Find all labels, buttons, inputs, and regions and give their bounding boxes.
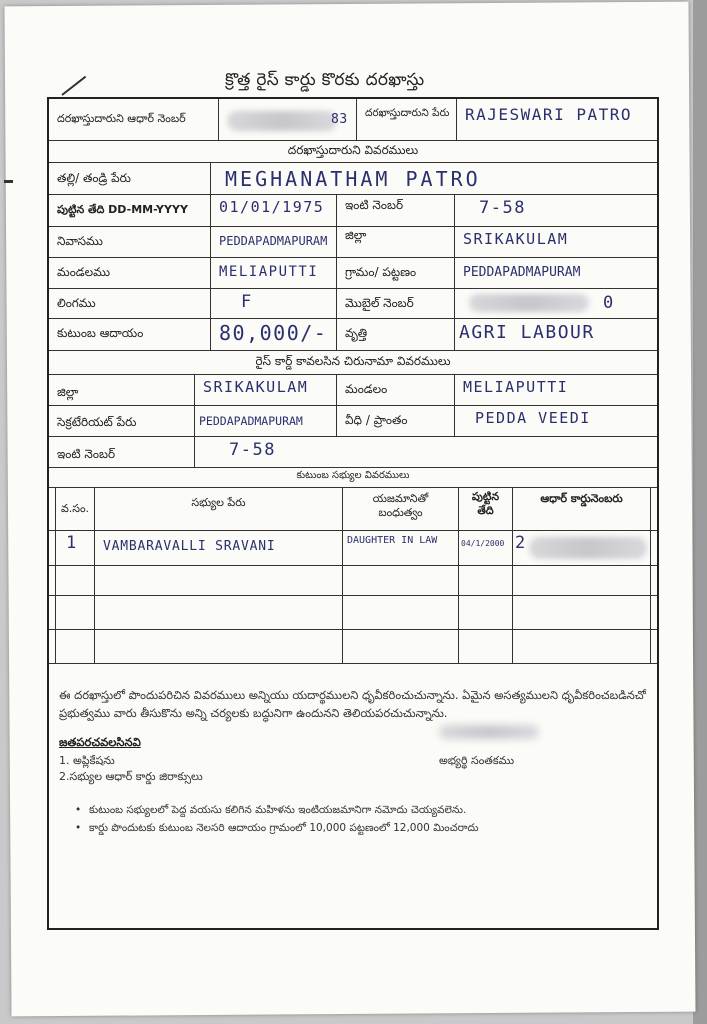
form-title: క్రొత్త రైస్ కార్డు కొరకు దరఖాస్తు xyxy=(225,70,425,90)
attachment-item: 1. అప్లికేషను xyxy=(59,754,115,767)
dob-label: పుట్టిన తేది DD-MM-YYYY xyxy=(57,203,188,216)
members-table-header xyxy=(49,487,657,531)
addr-district-label: జిల్లా xyxy=(57,385,79,399)
col-dob: పుట్టిన తేది xyxy=(471,490,500,517)
addr-mandal-value: MELIAPUTTI xyxy=(463,378,569,396)
table-row xyxy=(49,529,657,566)
street-label: వీధి / ప్రాంతం xyxy=(345,413,408,427)
note-item: • కుటుంబ సభ్యులలో పెద్ద వయసు కలిగిన మహిళను ఇంటియజమానిగా నమోదు చెయ్యవలెను. xyxy=(89,804,466,819)
mobile-tail: 0 xyxy=(603,293,615,313)
redacted-mobile xyxy=(469,294,589,312)
applicant-row xyxy=(49,99,657,141)
member-dob: 04/1/2000 xyxy=(461,539,505,548)
member-name: VAMBARAVALLI SRAVANI xyxy=(103,539,276,554)
parent-value: MEGHANATHAM PATRO xyxy=(225,167,481,191)
note-item: • కార్డు పొందుటకు కుటుంబ నెలసరి ఆదాయం గ్రామంలో 10,000 పట్టణంలో 12,000 మించరాదు xyxy=(89,822,479,837)
applicant-name-value: RAJESWARI PATRO xyxy=(465,105,632,124)
scan-edge xyxy=(693,0,707,1024)
addr-mandal-label: మండలం xyxy=(345,382,388,396)
member-aadhaar-cell xyxy=(513,529,651,565)
redacted-signature xyxy=(439,725,539,739)
secretariat-label: సెక్రటేరియట్ పేరు xyxy=(57,415,137,429)
addr-house-label: ఇంటి నెంబర్ xyxy=(57,447,116,461)
redacted-aadhaar xyxy=(227,111,337,131)
aadhaar-value-cell xyxy=(219,99,357,140)
declaration-text: ఈ దరఖాస్తులో పొందుపరిచిన వివరములు అన్నియు యదార్థములని ధృవీకరించుచున్నాను. ఏమైన అసత్యములని ధృవీకరించబడినచో ప్రభుత్వము వారు తీసుకొను అన్ని చర్యలకు బద్ధునిగా ఉందునని తెలియపరచుచున్నాను. xyxy=(59,688,646,720)
gender-label: లింగము xyxy=(57,296,96,310)
mandal-value: MELIAPUTTI xyxy=(219,264,319,280)
gender-value: F xyxy=(241,292,253,312)
aadhaar-label: దరఖాస్తుదారుని ఆధార్ నెంబర్ xyxy=(57,112,186,125)
col-relation: యజమానితో బంధుత్వం xyxy=(372,492,429,519)
district-value: SRIKAKULAM xyxy=(463,230,569,248)
attachments-heading: జతపరచవలసినవి xyxy=(59,735,141,749)
col-member-name: సభ్యుల పేరు xyxy=(191,496,246,509)
mandal-label: మండలము xyxy=(57,265,111,279)
members-heading: కుటుంబ సభ్యుల వివరములు xyxy=(296,470,410,481)
street-value: PEDDA VEEDI xyxy=(475,409,591,427)
occupation-value: AGRI LABOUR xyxy=(459,322,595,343)
table-row xyxy=(49,629,657,664)
col-aadhaar: ఆధార్ కార్డునెంబరు xyxy=(540,492,623,505)
residence-value: PEDDAPADMAPURAM xyxy=(219,234,328,248)
dob-value: 01/01/1975 xyxy=(219,198,325,216)
applicant-name-label: దరఖాస్తుదారుని పేరు xyxy=(365,107,450,119)
occupation-label: వృత్తి xyxy=(345,326,368,340)
attachment-item: 2.సభ్యుల ఆధార్ కార్డు జిరాక్సులు xyxy=(59,770,203,783)
village-label: గ్రామం/ పట్టణం xyxy=(345,265,417,279)
member-sno: 1 xyxy=(66,533,78,553)
address-heading: రైస్ కార్డ్ కావలసిన చిరునామా వివరములు xyxy=(255,354,451,368)
income-value: 80,000/- xyxy=(219,321,328,345)
table-row xyxy=(49,595,657,630)
member-aadhaar-head: 2 xyxy=(515,533,527,553)
member-relation: DAUGHTER IN LAW xyxy=(347,535,438,546)
income-label: కుటుంబ ఆదాయం xyxy=(57,326,144,340)
aadhaar-tail: 83 xyxy=(331,112,348,127)
signature-label: అభ్యర్థి సంతకము xyxy=(439,754,515,767)
details-heading: దరఖాస్తుదారుని వివరములు xyxy=(287,143,419,157)
col-sno: వ.సం. xyxy=(60,502,90,515)
house-value: 7-58 xyxy=(479,198,526,218)
addr-district-value: SRIKAKULAM xyxy=(203,378,309,396)
redacted-member-aadhaar xyxy=(529,537,647,559)
application-form xyxy=(47,97,659,930)
pen-mark xyxy=(4,180,13,183)
house-label: ఇంటి నెంబర్ xyxy=(345,198,404,212)
table-row xyxy=(49,565,657,596)
mobile-value-cell xyxy=(455,288,657,318)
addr-house-value: 7-58 xyxy=(229,440,276,460)
secretariat-value: PEDDAPADMAPURAM xyxy=(199,414,303,428)
village-value: PEDDAPADMAPURAM xyxy=(463,265,581,280)
district-label: జిల్లా xyxy=(345,228,367,242)
parent-label: తల్లి/ తండ్రి పేరు xyxy=(57,171,131,185)
residence-label: నివాసము xyxy=(57,234,103,248)
mobile-label: మొబైల్ నెంబర్ xyxy=(345,296,414,310)
